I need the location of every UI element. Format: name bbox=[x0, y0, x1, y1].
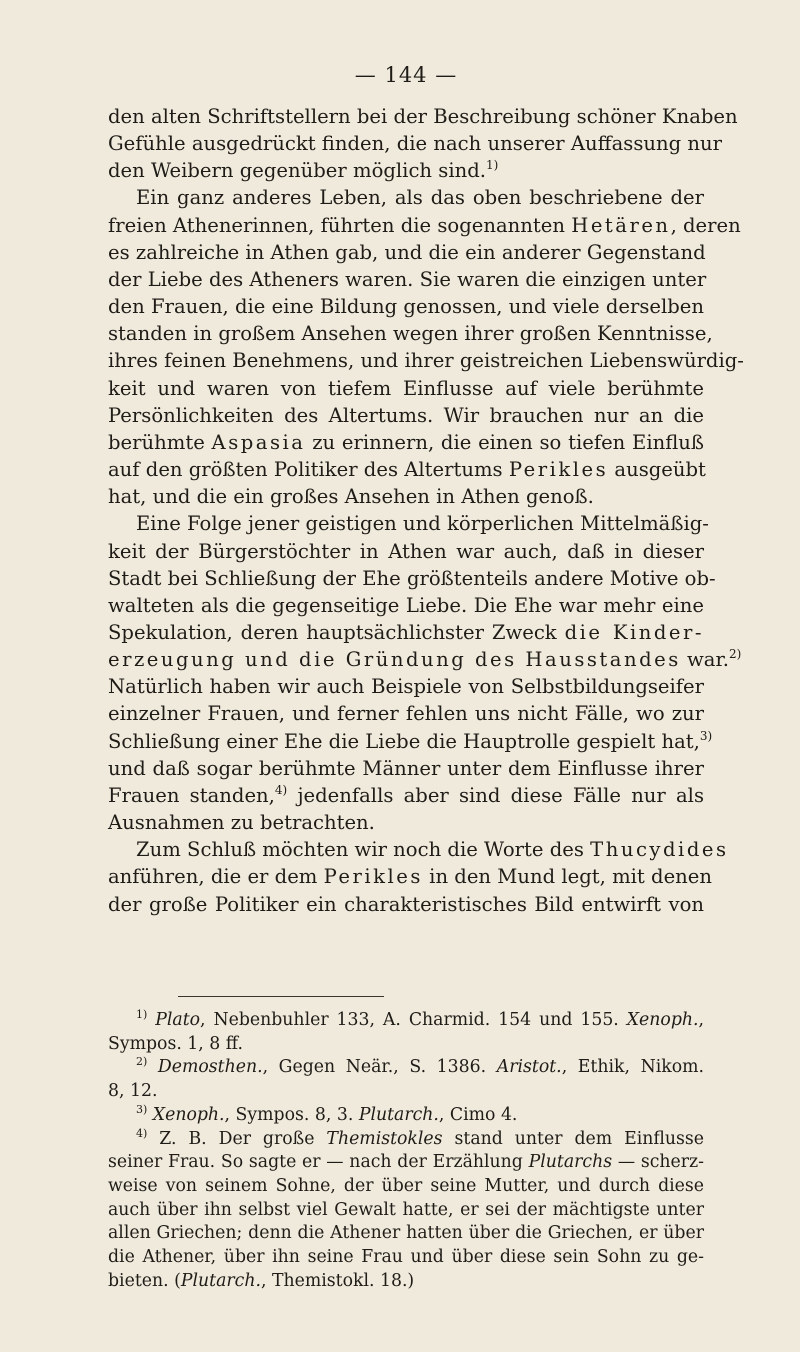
text-fragment: berühmte bbox=[108, 430, 205, 454]
citation-text: , Sympos. 8, 3. bbox=[224, 1104, 354, 1125]
citation-text: , Cimo 4. bbox=[438, 1104, 518, 1125]
text-fragment: Zum Schluß möchten wir noch die Worte des bbox=[136, 838, 584, 862]
text-line bbox=[108, 157, 704, 184]
text-line: den Frauen, die eine Bildung genossen, und viele derselben bbox=[108, 295, 704, 319]
text-line: Ein ganz anderes Leben, als das oben beschriebene der bbox=[136, 186, 704, 210]
footnote bbox=[108, 1128, 704, 1152]
text-fragment: auf den größten Politiker des Altertums bbox=[108, 458, 503, 482]
footnote bbox=[108, 1056, 704, 1080]
footnote-continuation: allen Griechen; denn die Athener hatten über die Griechen, er über bbox=[108, 1223, 704, 1244]
text-fragment: Schließung einer Ehe die Liebe die Hauptrolle gespielt hat, bbox=[108, 729, 700, 753]
footnote-number: 4) bbox=[136, 1126, 148, 1140]
text-line: und daß sogar berühmte Männer unter dem Einflusse ihrer bbox=[108, 756, 704, 780]
text-line bbox=[108, 836, 729, 863]
citation-author: Plato bbox=[155, 1010, 201, 1030]
text-line: standen in großem Ansehen wegen ihrer großen Kenntnisse, bbox=[108, 322, 713, 346]
footnote-continuation bbox=[108, 1270, 704, 1294]
footnote-continuation: Sympos. 1, 8 ff. bbox=[108, 1033, 243, 1054]
main-text bbox=[108, 103, 744, 918]
citation-text: , Gegen Neär., S. 1386. bbox=[262, 1057, 487, 1078]
text-line bbox=[108, 212, 741, 239]
text-line bbox=[108, 429, 704, 456]
footnote-text: Z. B. Der große bbox=[159, 1128, 315, 1149]
footnote bbox=[108, 1009, 704, 1033]
footnote bbox=[108, 1104, 704, 1128]
citation-text: , Nebenbuhler 133, A. Charmid. 154 und 155. bbox=[200, 1010, 619, 1030]
footnote-text: stand unter dem Einflusse bbox=[454, 1128, 705, 1149]
text-line: hat, und die ein großes Ansehen in Athen genoß. bbox=[108, 485, 594, 509]
citation-author: Plutarch. bbox=[358, 1104, 439, 1125]
text-fragment: jedenfalls aber sind diese Fälle nur als bbox=[297, 783, 705, 807]
footnote-reference: 3) bbox=[699, 728, 713, 743]
text-fragment: ausgeübt bbox=[614, 458, 706, 482]
footnote-reference: 2) bbox=[728, 647, 742, 662]
text-fragment: zu erinnern, die einen so tiefen Einfluß bbox=[312, 430, 705, 454]
text-line: der Liebe des Atheners waren. Sie waren die einzigen unter bbox=[108, 267, 707, 291]
citation-author: Xenoph. bbox=[152, 1104, 225, 1125]
citation-author: Demosthen. bbox=[157, 1057, 263, 1078]
text-line: keit der Bürgerstöchter in Athen war auch, daß in dieser bbox=[108, 539, 704, 563]
citation-name: Plutarchs bbox=[528, 1152, 613, 1173]
text-line: Eine Folge jener geistigen und körperlichen Mittelmäßig- bbox=[136, 512, 709, 536]
emphasized-name: Thucydides bbox=[590, 838, 729, 862]
text-fragment: anführen, die er dem bbox=[108, 865, 318, 889]
text-line: einzelner Frauen, und ferner fehlen uns nicht Fälle, wo zur bbox=[108, 702, 704, 726]
footnote-text: , Themistokl. 18.) bbox=[260, 1270, 415, 1291]
emphasized-term: Hetären bbox=[571, 213, 671, 237]
text-line: der große Politiker ein charakteristisches Bild entwirft von bbox=[108, 892, 704, 916]
text-line bbox=[108, 646, 742, 673]
text-fragment: den Weibern gegenüber möglich sind. bbox=[108, 159, 486, 183]
footnote-continuation: die Athener, über ihn seine Frau und über diese sein Sohn zu ge- bbox=[108, 1247, 704, 1268]
footnote-continuation: 8, 12. bbox=[108, 1081, 158, 1102]
footnote-text: — scherz- bbox=[617, 1152, 704, 1173]
text-fragment: , deren bbox=[670, 213, 741, 237]
footnote-divider bbox=[178, 996, 384, 997]
emphasized-name: Perikles bbox=[323, 865, 423, 889]
emphasized-name: Perikles bbox=[508, 458, 609, 482]
text-fragment: Frauen standen, bbox=[108, 783, 275, 807]
emphasized-phrase: erzeugung und die Gründung des Hausstandes bbox=[108, 648, 681, 672]
text-line: keit und waren von tiefem Einflusse auf viele berühmte bbox=[108, 376, 704, 400]
footnote-reference: 4) bbox=[274, 782, 288, 797]
emphasized-name: Aspasia bbox=[211, 430, 306, 454]
text-fragment: freien Athenerinnen, führten die sogenannten bbox=[108, 213, 565, 237]
text-line: walteten als die gegenseitige Liebe. Die Ehe war mehr eine bbox=[108, 593, 704, 617]
footnote-number: 2) bbox=[136, 1055, 148, 1069]
emphasized-phrase: die Kinder- bbox=[564, 620, 704, 644]
text-line: ihres feinen Benehmens, und ihrer geistreichen Liebenswürdig- bbox=[108, 349, 744, 373]
text-line bbox=[108, 728, 713, 755]
text-line: Gefühle ausgedrückt finden, die nach unserer Auffassung nur bbox=[108, 132, 722, 156]
footnote-text: bieten. ( bbox=[108, 1270, 181, 1291]
citation-text: , bbox=[698, 1010, 704, 1030]
citation-name: Themistokles bbox=[326, 1128, 443, 1149]
footnote-number: 3) bbox=[136, 1102, 148, 1116]
text-fragment: Spekulation, deren hauptsächlichster Zweck bbox=[108, 620, 557, 644]
text-line bbox=[108, 863, 712, 890]
footnote-number: 1) bbox=[136, 1008, 148, 1021]
text-line bbox=[108, 619, 704, 646]
text-line: Stadt bei Schließung der Ehe größtenteils andere Motive ob- bbox=[108, 566, 716, 590]
citation-author: Xenoph. bbox=[626, 1010, 699, 1030]
footnote-continuation: weise von seinem Sohne, der über seine Mutter, und durch diese bbox=[108, 1175, 704, 1196]
page-number: — 144 — bbox=[354, 63, 458, 87]
footnotes bbox=[108, 1009, 704, 1293]
text-line: Persönlichkeiten des Altertums. Wir brauchen nur an die bbox=[108, 403, 704, 427]
text-line bbox=[108, 782, 704, 809]
text-fragment: in den Mund legt, mit denen bbox=[429, 865, 712, 889]
text-line: den alten Schriftstellern bei der Beschreibung schöner Knaben bbox=[108, 105, 738, 128]
footnote-text: seiner Frau. So sagte er — nach der Erzählung bbox=[108, 1152, 523, 1173]
citation-author: Plutarch. bbox=[180, 1270, 261, 1291]
text-line: es zahlreiche in Athen gab, und die ein anderer Gegenstand bbox=[108, 240, 706, 264]
citation-text: , Ethik, Nikom. bbox=[561, 1057, 704, 1078]
text-line: Ausnahmen zu betrachten. bbox=[108, 811, 375, 835]
footnote-reference: 1) bbox=[485, 158, 499, 173]
text-line bbox=[108, 456, 704, 483]
text-line: Natürlich haben wir auch Beispiele von Selbstbildungseifer bbox=[108, 675, 704, 699]
citation-author: Aristot. bbox=[496, 1057, 562, 1078]
text-fragment: war. bbox=[687, 648, 729, 672]
footnote-continuation bbox=[108, 1151, 704, 1175]
footnote-continuation: auch über ihn selbst viel Gewalt hatte, er sei der mächtigste unter bbox=[108, 1199, 704, 1220]
